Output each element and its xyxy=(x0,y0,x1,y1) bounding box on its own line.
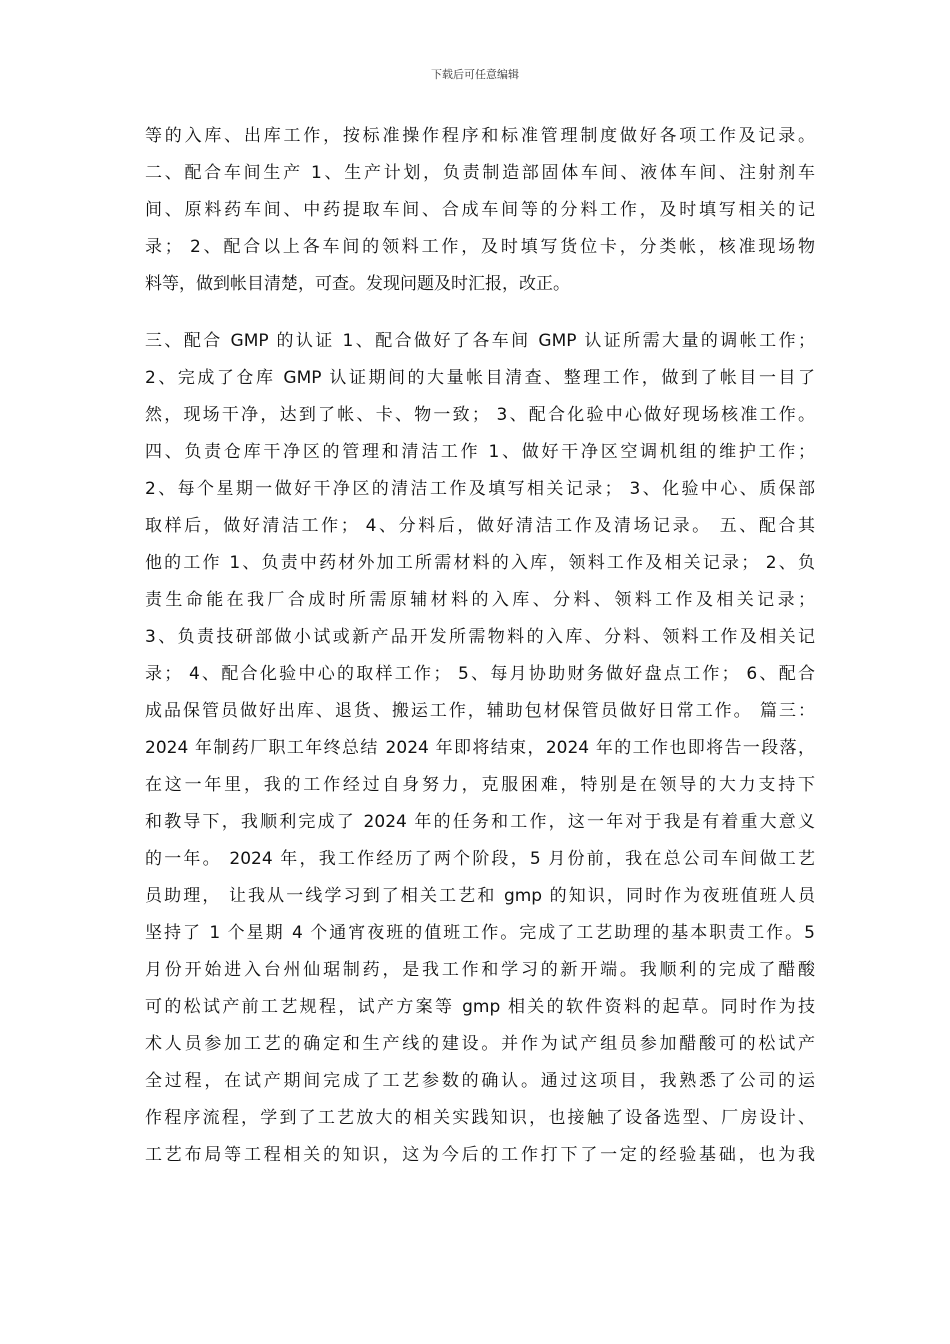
text-line: 在这一年里，我的工作经过自身努力，克服困难，特别是在领导的大力支持下 xyxy=(145,775,815,795)
text-line: 员助理， 让我从一线学习到了相关工艺和 gmp 的知识，同时作为夜班值班人员 xyxy=(145,886,815,906)
text-line: 责生命能在我厂合成时所需原辅材料的入库、分料、领料工作及相关记录； xyxy=(145,590,815,610)
text-line: 然，现场干净，达到了帐、卡、物一致； 3、配合化验中心做好现场核准工作。 xyxy=(145,405,815,425)
text-line: 2024 年制药厂职工年终总结 2024 年即将结束，2024 年的工作也即将告一段落， xyxy=(145,738,815,758)
text-line: 3、负责技研部做小试或新产品开发所需物料的入库、分料、领料工作及相关记 xyxy=(145,627,815,647)
text-line: 月份开始进入台州仙琚制药，是我工作和学习的新开端。我顺利的完成了醋酸 xyxy=(145,960,815,980)
text-line: 取样后，做好清洁工作； 4、分料后，做好清洁工作及清场记录。 五、配合其 xyxy=(145,516,815,536)
text-line: 录； 4、配合化验中心的取样工作； 5、每月协助财务做好盘点工作； 6、配合 xyxy=(145,664,815,684)
text-line: 全过程，在试产期间完成了工艺参数的确认。通过这项目，我熟悉了公司的运 xyxy=(145,1071,815,1091)
text-line: 术人员参加工艺的确定和生产线的建设。并作为试产组员参加醋酸可的松试产 xyxy=(145,1034,815,1054)
blank-line xyxy=(145,303,815,323)
text-line: 间、原料药车间、中药提取车间、合成车间等的分料工作，及时填写相关的记 xyxy=(145,200,815,220)
text-line: 四、负责仓库干净区的管理和清洁工作 1、做好干净区空调机组的维护工作； xyxy=(145,442,815,462)
text-line: 的一年。 2024 年，我工作经历了两个阶段，5 月份前，我在总公司车间做工艺 xyxy=(145,849,815,869)
text-line: 坚持了 1 个星期 4 个通宵夜班的值班工作。完成了工艺助理的基本职责工作。5 xyxy=(145,923,815,943)
text-line: 二、配合车间生产 1、生产计划，负责制造部固体车间、液体车间、注射剂车 xyxy=(145,163,815,183)
text-line: 料等，做到帐目清楚，可查。发现问题及时汇报，改正。 xyxy=(145,274,570,294)
text-line: 他的工作 1、负责中药材外加工所需材料的入库，领料工作及相关记录； 2、负 xyxy=(145,553,815,573)
text-line: 2、完成了仓库 GMP 认证期间的大量帐目清查、整理工作，做到了帐目一目了 xyxy=(145,368,815,388)
text-line: 成品保管员做好出库、退货、搬运工作，辅助包材保管员做好日常工作。 篇三： xyxy=(145,701,815,721)
text-line: 可的松试产前工艺规程，试产方案等 gmp 相关的软件资料的起草。同时作为技 xyxy=(145,997,815,1017)
text-line: 三、配合 GMP 的认证 1、配合做好了各车间 GMP 认证所需大量的调帐工作； xyxy=(145,331,815,351)
text-line: 录； 2、配合以上各车间的领料工作，及时填写货位卡，分类帐，核准现场物 xyxy=(145,237,815,257)
text-line: 和教导下，我顺利完成了 2024 年的任务和工作，这一年对于我是有着重大意义 xyxy=(145,812,815,832)
document-body xyxy=(145,118,815,1174)
text-line: 等的入库、出库工作，按标准操作程序和标准管理制度做好各项工作及记录。 xyxy=(145,126,815,146)
text-line: 工艺布局等工程相关的知识，这为今后的工作打下了一定的经验基础，也为我 xyxy=(145,1145,815,1165)
text-line: 2、每个星期一做好干净区的清洁工作及填写相关记录； 3、化验中心、质保部 xyxy=(145,479,815,499)
text-line: 作程序流程，学到了工艺放大的相关实践知识，也接触了设备选型、厂房设计、 xyxy=(145,1108,815,1128)
page-header: 下载后可任意编辑 xyxy=(431,68,519,81)
